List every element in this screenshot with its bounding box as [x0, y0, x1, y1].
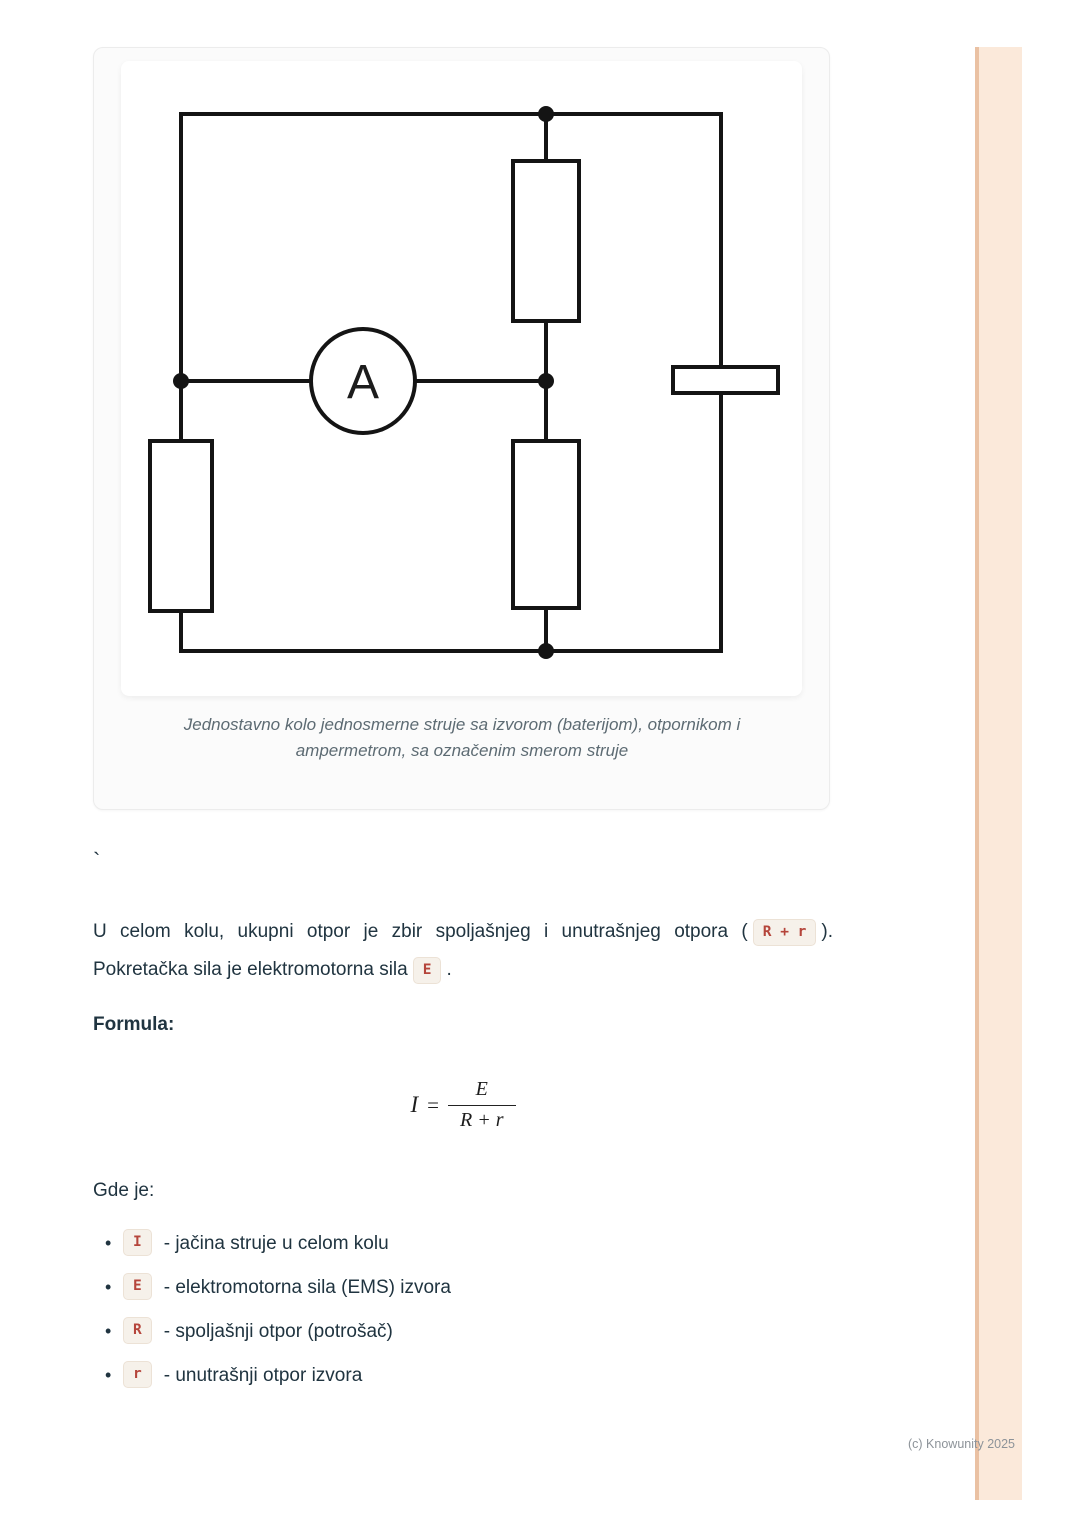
fraction-denominator: R + r	[448, 1105, 516, 1132]
list-item	[93, 1318, 833, 1345]
list-item-text: - unutrašnji otpor izvora	[163, 1364, 363, 1386]
battery-symbol	[673, 367, 778, 393]
code-chip-i: I	[123, 1229, 152, 1256]
fraction	[448, 1078, 516, 1132]
list-item-text: - jačina struje u celom kolu	[163, 1232, 389, 1254]
formula-lhs: I	[410, 1092, 419, 1117]
resistor-left	[150, 441, 212, 611]
paragraph-line-1	[93, 913, 833, 951]
list-item	[93, 1230, 833, 1257]
code-chip-r-lower: r	[123, 1361, 152, 1388]
figure-caption-line-2: ampermetrom, sa označenim smerom struje	[295, 741, 629, 761]
code-chip-e-item: E	[123, 1273, 152, 1300]
bullet-list	[93, 1230, 833, 1406]
bullet-marker: •	[105, 1277, 112, 1297]
list-item-text: - spoljašnji otpor (potrošač)	[163, 1320, 393, 1342]
code-chip-r-plus-r: R + r	[753, 919, 817, 946]
list-item-text: - elektromotorna sila (EMS) izvora	[163, 1276, 451, 1298]
formula	[93, 1078, 833, 1132]
junction-dot-top	[538, 106, 554, 122]
bullet-marker: •	[105, 1365, 112, 1385]
resistor-middle-bottom	[513, 441, 579, 608]
code-chip-r: R	[123, 1317, 152, 1344]
side-band	[975, 47, 1022, 1500]
equals-sign: =	[427, 1092, 439, 1117]
paragraph-line-2-text: Pokretačka sila je elektromotorna sila	[93, 959, 408, 980]
footer-copyright: (c) Knowunity 2025	[908, 1437, 1016, 1451]
formula-heading: Formula:	[93, 1014, 175, 1035]
paragraph-line-2	[93, 951, 833, 989]
ammeter-label: A	[346, 356, 380, 409]
body-paragraph	[93, 913, 833, 989]
stray-backtick: `	[93, 848, 101, 873]
code-chip-e: E	[413, 957, 442, 984]
figure-caption	[162, 712, 762, 765]
junction-dot-left	[173, 373, 189, 389]
bullet-marker: •	[105, 1233, 112, 1253]
figure-card	[93, 47, 830, 810]
paragraph-line-1-end: ).	[821, 921, 833, 942]
paragraph-line-1-text: U celom kolu, ukupni otpor je zbir spoljašnjeg i unutrašnjeg otpora (	[93, 921, 748, 942]
figure-caption-line-1: Jednostavno kolo jednosmerne struje sa izvorom (baterijom), otpornikom i	[183, 715, 741, 734]
circuit-diagram	[121, 61, 802, 696]
list-item	[93, 1362, 833, 1389]
fraction-numerator: E	[475, 1078, 488, 1100]
where-heading: Gde je:	[93, 1180, 155, 1201]
resistor-middle-top	[513, 161, 579, 321]
junction-dot-middle	[538, 373, 554, 389]
circuit-panel	[121, 61, 802, 696]
bullet-marker: •	[105, 1321, 112, 1341]
list-item	[93, 1274, 833, 1301]
junction-dot-bottom	[538, 643, 554, 659]
paragraph-line-2-end: .	[446, 959, 452, 980]
